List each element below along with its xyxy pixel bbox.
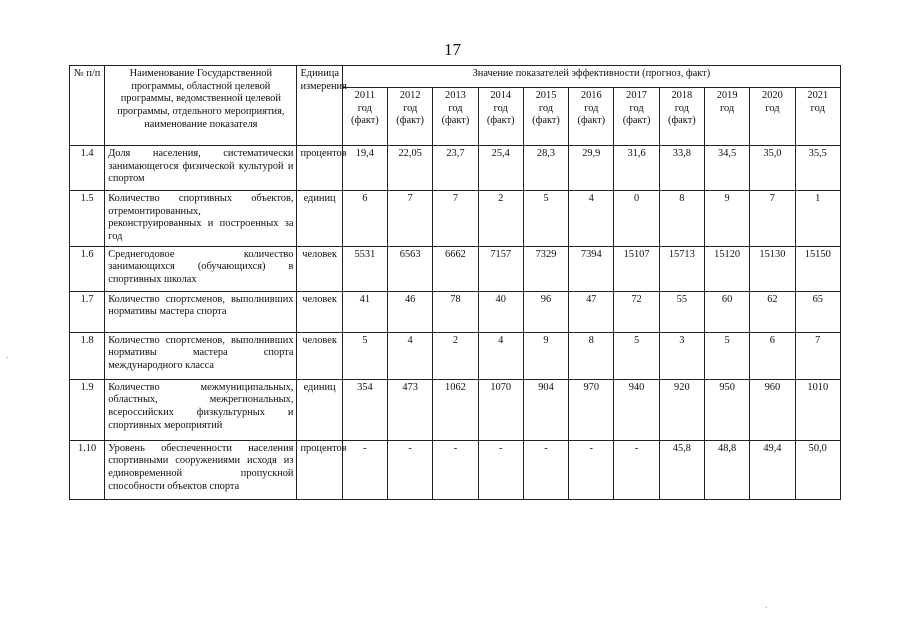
unit-cell: человек [297,332,342,379]
indicator-name: Количество спортивных объектов, отремонтированных, реконструированных и построенных за год [105,191,297,247]
header-year [342,88,387,146]
header-year-word: год [403,102,418,114]
header-year-kind: (факт) [441,115,470,127]
header-year [750,88,795,146]
value-cell: 5531 [342,246,387,291]
header-year-word: год [493,102,508,114]
unit-cell: человек [297,246,342,291]
value-cell: 22,05 [388,146,433,191]
header-name: Наименование Государственной программы, областной целевой программы, ведомственной целевой программы, отдельного мероприятия, наименование показателя [105,66,297,146]
scan-mark: . [6,350,9,361]
header-year-word: год [584,102,599,114]
value-cell: 15120 [704,246,749,291]
indicator-name: Количество спортсменов, выполнивших нормативы мастера спорта международного класса [105,332,297,379]
header-year-year: 2018 [671,90,693,101]
value-cell: 65 [795,291,840,332]
header-year-kind: (факт) [577,115,606,127]
value-cell: 62 [750,291,795,332]
value-cell: 354 [342,379,387,440]
value-cell: - [342,440,387,499]
unit-cell: единиц [297,379,342,440]
value-cell: 2 [478,191,523,247]
row-number: 1.8 [70,332,105,379]
header-year-word: год [674,102,689,114]
header-year-word: год [810,102,825,114]
row-number: 1.5 [70,191,105,247]
value-cell: 33,8 [659,146,704,191]
table-row [70,291,841,332]
header-year-kind: (факт) [486,115,515,127]
value-cell: 6 [750,332,795,379]
value-cell: 6662 [433,246,478,291]
indicator-name: Среднегодовое количество занимающихся (обучающихся) в спортивных школах [105,246,297,291]
header-year-year: 2013 [445,90,466,101]
row-number: 1.10 [70,440,105,499]
header-year-year: 2020 [762,90,783,101]
unit-cell: человек [297,291,342,332]
value-cell: 50,0 [795,440,840,499]
value-cell: 6 [342,191,387,247]
value-cell: 7394 [569,246,614,291]
value-cell: 5 [523,191,568,247]
value-cell: 7157 [478,246,523,291]
value-cell: 970 [569,379,614,440]
table-row [70,246,841,291]
value-cell: 4 [478,332,523,379]
header-year-word: год [720,102,735,114]
table-header [70,66,841,146]
value-cell: 7 [433,191,478,247]
indicators-table [69,65,841,500]
value-cell: 31,6 [614,146,659,191]
header-year [388,88,433,146]
header-year-kind: (факт) [396,115,425,127]
header-year-kind: (факт) [532,115,560,127]
value-cell: 45,8 [659,440,704,499]
header-number: № п/п [70,66,105,146]
header-values-group: Значение показателей эффективности (прогноз, факт) [342,66,840,88]
header-year [478,88,523,146]
header-year-year: 2015 [535,90,557,101]
value-cell: 940 [614,379,659,440]
header-year [704,88,749,146]
value-cell: - [388,440,433,499]
header-year [795,88,840,146]
value-cell: 41 [342,291,387,332]
value-cell: 15107 [614,246,659,291]
row-number: 1.9 [70,379,105,440]
header-year-word: год [765,102,780,114]
header-unit: Единица измерения [297,66,342,146]
value-cell: 9 [704,191,749,247]
header-year-year: 2021 [807,90,829,101]
value-cell: 1062 [433,379,478,440]
value-cell: 1070 [478,379,523,440]
value-cell: 15713 [659,246,704,291]
value-cell: 960 [750,379,795,440]
header-year-kind: (факт) [667,115,696,127]
header-year-kind: (факт) [351,115,379,127]
value-cell: 7329 [523,246,568,291]
indicator-name: Доля населения, систематически занимающегося физической культурой и спортом [105,146,297,191]
scan-mark: . [765,600,768,611]
value-cell: 9 [523,332,568,379]
table-row [70,379,841,440]
header-year-year: 2016 [580,90,602,101]
value-cell: 920 [659,379,704,440]
header-year [523,88,568,146]
value-cell: 7 [795,332,840,379]
value-cell: 29,9 [569,146,614,191]
row-number: 1.6 [70,246,105,291]
header-year-word: год [448,102,463,114]
value-cell: 7 [388,191,433,247]
value-cell: 5 [704,332,749,379]
value-cell: 47 [569,291,614,332]
value-cell: 28,3 [523,146,568,191]
header-year [614,88,659,146]
table-row [70,146,841,191]
row-number: 1.7 [70,291,105,332]
page-number: 17 [444,40,461,59]
value-cell: 5 [614,332,659,379]
value-cell: 0 [614,191,659,247]
value-cell: 473 [388,379,433,440]
header-year-word: год [357,102,372,114]
header-year-year: 2014 [490,90,512,101]
value-cell: - [569,440,614,499]
table-row [70,191,841,247]
value-cell: 7 [750,191,795,247]
table-body [70,146,841,500]
value-cell: 1010 [795,379,840,440]
indicator-name: Уровень обеспеченности населения спортивными сооружениями исходя из единовременной пропускной способности объектов спорта [105,440,297,499]
value-cell: 35,0 [750,146,795,191]
value-cell: 8 [659,191,704,247]
indicator-name: Количество межмуниципальных, областных, межрегиональных, всероссийских физкультурных и спортивных мероприятий [105,379,297,440]
value-cell: 49,4 [750,440,795,499]
value-cell: 78 [433,291,478,332]
header-year-word: год [538,102,554,114]
value-cell: 23,7 [433,146,478,191]
value-cell: 34,5 [704,146,749,191]
table-row [70,440,841,499]
header-year-word: год [629,102,644,114]
header-year-year: 2011 [354,90,376,101]
value-cell: - [614,440,659,499]
row-number: 1.4 [70,146,105,191]
value-cell: 1 [795,191,840,247]
value-cell: 40 [478,291,523,332]
value-cell: 2 [433,332,478,379]
value-cell: - [523,440,568,499]
unit-cell: процентов [297,146,342,191]
value-cell: 4 [388,332,433,379]
unit-cell: единиц [297,191,342,247]
value-cell: 4 [569,191,614,247]
value-cell: 15150 [795,246,840,291]
value-cell: 35,5 [795,146,840,191]
header-year-kind: (факт) [622,115,651,127]
value-cell: 48,8 [704,440,749,499]
header-year [569,88,614,146]
value-cell: 8 [569,332,614,379]
header-year-year: 2017 [626,90,647,101]
value-cell: 25,4 [478,146,523,191]
header-year-year: 2012 [399,90,421,101]
value-cell: 6563 [388,246,433,291]
table-row [70,332,841,379]
value-cell: 950 [704,379,749,440]
value-cell: 19,4 [342,146,387,191]
value-cell: - [478,440,523,499]
header-year [659,88,704,146]
indicator-name: Количество спортсменов, выполнивших нормативы мастера спорта [105,291,297,332]
unit-cell: процентов [297,440,342,499]
value-cell: 46 [388,291,433,332]
value-cell: 60 [704,291,749,332]
value-cell: 3 [659,332,704,379]
value-cell: 15130 [750,246,795,291]
value-cell: 72 [614,291,659,332]
value-cell: - [433,440,478,499]
value-cell: 5 [342,332,387,379]
value-cell: 55 [659,291,704,332]
value-cell: 904 [523,379,568,440]
value-cell: 96 [523,291,568,332]
header-year-year: 2019 [716,90,738,101]
header-year [433,88,478,146]
